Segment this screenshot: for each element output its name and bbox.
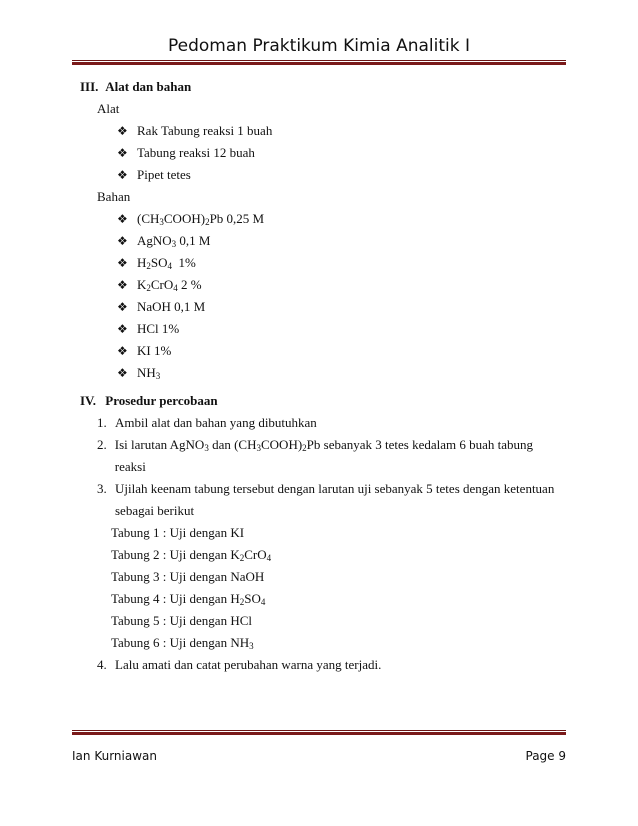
tabung-item: Tabung 3 : Uji dengan NaOH <box>111 569 265 584</box>
tabung-item: Tabung 1 : Uji dengan KI <box>111 525 245 540</box>
diamond-bullet-icon: ❖ <box>117 146 128 160</box>
list-item: ❖ $NH_3$ <box>117 362 560 384</box>
section-title: Alat dan bahan <box>105 79 192 94</box>
procedure-step: 4. Lalu amati dan catat perubahan warna yang terjadi. <box>97 657 382 672</box>
diamond-bullet-icon: ❖ <box>117 366 128 380</box>
section-heading-prosedur <box>80 390 560 412</box>
procedure-step: 2. Isi larutan AgNO$_3$ dan $(CH_3COOH)_2Pb$ sebanyak 3 tetes kedalam 6 buah tabung reaksi <box>97 437 534 474</box>
procedure-step: 1. Ambil alat dan bahan yang dibutuhkan <box>97 415 317 430</box>
list-item: ❖ Tabung reaksi 12 buah <box>117 142 560 164</box>
list-item: ❖ NaOH 0,1 M <box>117 296 560 318</box>
list-item: ❖ Pipet tetes <box>117 164 560 186</box>
list-item: ❖ HCl 1% <box>117 318 560 340</box>
list-item: ❖ $K_2CrO_4$ 2 % <box>117 274 560 296</box>
diamond-bullet-icon: ❖ <box>117 300 128 314</box>
diamond-bullet-icon: ❖ <box>117 168 128 182</box>
diamond-bullet-icon: ❖ <box>117 124 128 138</box>
list-item: ❖ $(CH_3COOH)_2Pb$ 0,25 M <box>117 208 560 230</box>
page-content <box>80 76 560 676</box>
diamond-bullet-icon: ❖ <box>117 256 128 270</box>
footer-page-number: Page 9 <box>525 749 566 763</box>
footer-rule-thick <box>72 732 566 735</box>
tabung-list <box>111 522 560 654</box>
section-heading-alat-bahan <box>80 76 560 98</box>
page-footer <box>72 749 566 763</box>
list-item: ❖ Rak Tabung reaksi 1 buah <box>117 120 560 142</box>
diamond-bullet-icon: ❖ <box>117 212 128 226</box>
section-title: Prosedur percobaan <box>105 393 218 408</box>
list-item: ❖ AgNO$_3$ 0,1 M <box>117 230 560 252</box>
tabung-item: Tabung 5 : Uji dengan HCl <box>111 613 252 628</box>
tabung-item: Tabung 6 : Uji dengan $NH_3$ <box>111 635 254 651</box>
procedure-step: 3. Ujilah keenam tabung tersebut dengan larutan uji sebanyak 5 tetes dengan ketentuan <box>97 481 555 496</box>
bahan-label: Bahan <box>97 189 131 204</box>
section-number: III. <box>80 79 99 94</box>
page-header-title: Pedoman Praktikum Kimia Analitik I <box>168 36 470 56</box>
procedure-step-continuation: sebagai berikut <box>115 503 195 518</box>
diamond-bullet-icon: ❖ <box>117 322 128 336</box>
diamond-bullet-icon: ❖ <box>117 278 128 292</box>
footer-rule-thin <box>72 730 566 731</box>
list-item: ❖ KI 1% <box>117 340 560 362</box>
tabung-item: Tabung 2 : Uji dengan $K_2CrO_4$ <box>111 547 272 563</box>
list-item: ❖ $H_2SO_4$ 1% <box>117 252 560 274</box>
footer-author: Ian Kurniawan <box>72 749 157 763</box>
tabung-item: Tabung 4 : Uji dengan $H_2SO_4$ <box>111 591 266 607</box>
procedure-list <box>97 412 560 676</box>
header-rule-thin <box>72 60 566 61</box>
diamond-bullet-icon: ❖ <box>117 234 128 248</box>
alat-label: Alat <box>97 101 120 116</box>
diamond-bullet-icon: ❖ <box>117 344 128 358</box>
section-number: IV. <box>80 393 97 408</box>
header-rule-thick <box>72 62 566 65</box>
